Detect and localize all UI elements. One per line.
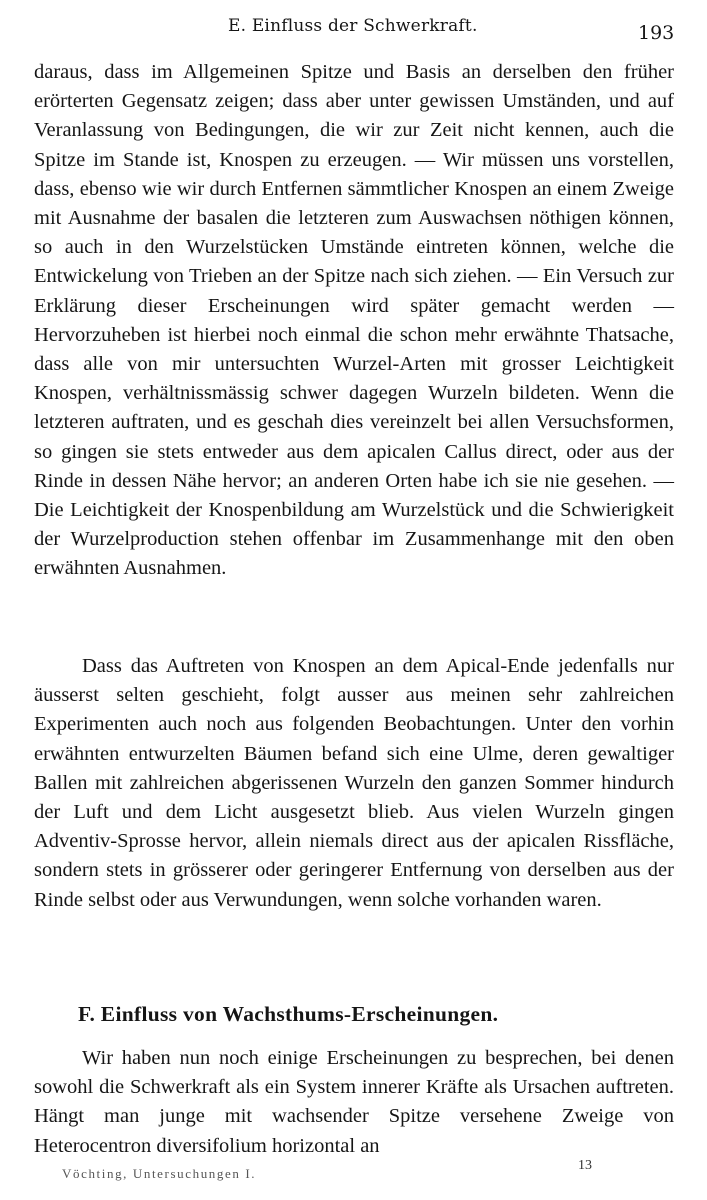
footer-author-work: Vöchting, Untersuchungen I. [62, 1166, 257, 1181]
section-paragraph [34, 1044, 674, 1161]
running-title: E. Einfluss der Schwerkraft. [228, 16, 478, 36]
body-paragraph [34, 652, 674, 915]
footer-signature: 13 [578, 1158, 592, 1173]
paragraph-text: Dass das Auftreten von Knospen an dem Apical-Ende jedenfalls nur äusserst selten geschieht, folgt ausser aus meinen sehr zahlreichen Experimenten auch noch aus folgenden Beobachtungen. Unter den vorhin erwähnten entwurzelten Bäumen befand sich eine Ulme, deren gewaltiger Ballen mit zahlreichen abgerissenen Wurzeln den ganzen Sommer hindurch der Luft und dem Licht ausgesetzt blieb. Aus vielen Wurzeln gingen Adventiv-Sprosse hervor, allein niemals direct aus der apicalen Rissfläche, sondern stets in grösserer oder geringerer Entfernung von derselben aus der Rinde selbst oder aus Verwundungen, wenn solche vorhanden waren. [34, 655, 674, 911]
running-head [0, 14, 707, 44]
body-paragraph-continued [34, 58, 674, 584]
page-number: 193 [638, 22, 675, 44]
section-heading: F. Einfluss von Wachsthums-Erscheinungen. [78, 1002, 499, 1026]
paragraph-text: daraus, dass im Allgemeinen Spitze und Basis an derselben den früher erörterten Gegensatz zeigen; dass aber unter gewissen Umständen, und auf Veranlassung von Bedingungen, die wir zur Zeit nicht kennen, auch die Spitze im Stande ist, Knospen zu erzeugen. — Wir müssen uns vorstellen, dass, ebenso wie wir durch Entfernen sämmtlicher Knospen an einem Zweige mit Ausnahme der basalen die letzteren zum Auswachsen nöthigen können, so auch in den Wurzelstücken Umstände eintreten können, welche die Entwickelung von Trieben an der Spitze nach sich ziehen. — Ein Versuch zur Erklärung dieser Erscheinungen wird später gemacht werden — Hervorzuheben ist hierbei noch einmal die schon mehr erwähnte Thatsache, dass alle von mir untersuchten Wurzel-Arten mit grosser Leichtigkeit Knospen, verhältnissmässig schwer dagegen Wurzeln bildeten. Wenn die letzteren auftraten, und es geschah dies vereinzelt bei allen Versuchsformen, so gingen sie stets entweder aus dem apicalen Callus direct, oder aus der Rinde in dessen Nähe hervor; an anderen Orten habe ich sie nie gesehen. — Die Leichtigkeit der Knospenbildung am Wurzelstück und die Schwierigkeit der Wurzelproduction stehen offenbar im Zusammenhange mit den oben erwähnten Ausnahmen. [34, 61, 674, 580]
paragraph-text: Wir haben nun noch einige Erscheinungen zu besprechen, bei denen sowohl die Schwerkraft als ein System innerer Kräfte als Ursachen auftreten. Hängt man junge mit wachsender Spitze versehene Zweige von Heterocentron diversifolium horizontal an [34, 1047, 674, 1157]
